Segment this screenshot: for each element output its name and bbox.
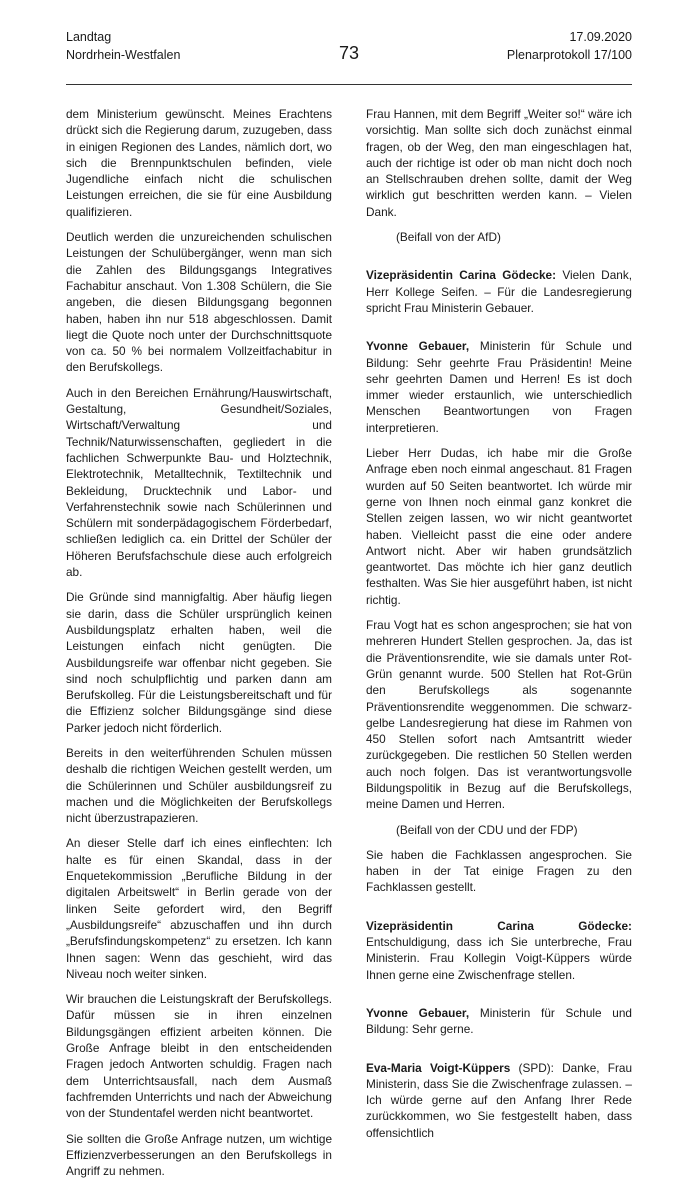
paragraph: Deutlich werden die unzureichenden schulischen Leistungen der Schulübergänger, wenn man sich die Zahlen des Bildungsgangs Integratives Fachabitur anschaut. Von 1.308 Schülern, die Sie angeben, die diesen Bildungsgang begonnen haben, haben ihn nur 518 abgeschlossen. Damit liegt die Quote noch unter der Durchschnittsquote von ca. 50 % bei normalem Vollzeitfachabitur in den Berufskollegs. bbox=[66, 230, 332, 375]
paragraph: Frau Hannen, mit dem Begriff „Weiter so!“ wäre ich vorsichtig. Man sollte sich doch zunächst einmal fragen, ob der Weg, den man eingeschlagen hat, auch der richtige ist oder ob man nicht doch noch an Stellschrauben drehen sollte, damit der Weg wirklich gut beschritten werden kann. – Vielen Dank. bbox=[366, 107, 632, 219]
parliament-name: Landtag bbox=[66, 30, 112, 44]
speaker-name: Vizepräsidentin Carina Gödecke: bbox=[366, 918, 632, 933]
page-number: 73 bbox=[338, 43, 360, 63]
speech-text: Entschuldigung, dass ich Sie unterbreche, Frau Ministerin. Frau Kollegin Voigt-Küppers würde Ihnen gerne eine Zwischenfrage stellen. bbox=[366, 935, 632, 982]
paragraph: Wir brauchen die Leistungskraft der Berufskollegs. Dafür müssen sie in ihren einzelnen Bildungsgängen effizient arbeiten können. Die Große Anfrage bleibt in den entscheidenden Fragen jedoch Antworten schuldig. Fragen nach dem Unterrichtsausfall, nach dem Ausmaß fachfremden Unterrichts und nach der Abweichung von der Stundentafel werden nicht beantwortet. bbox=[66, 992, 332, 1121]
speech-text: Ministerin für Schule und Bildung: Sehr gerne. bbox=[366, 1005, 632, 1037]
paragraph: dem Ministerium gewünscht. Meines Erachtens drückt sich die Regierung darum, zuzugeben, dass in einigen Regionen des Landes, nämlich dort, wo sich die Brennpunktschulen befinden, viele Jugendliche einfach nicht die schulischen Leistungen erreichen, die sie für eine Ausbildung qualifizieren. bbox=[66, 107, 332, 219]
paragraph: Die Gründe sind mannigfaltig. Aber häufig liegen sie darin, dass die Schüler ursprünglich keinen Ausbildungsplatz erhalten haben, weil die Leistungen einfach nicht genügten. Die Ausbildungsreife war offenbar nicht gegeben. Sie sind noch schulpflichtig und parken dann am Berufskolleg. Für die Leistungsbereitschaft und für die Effizienz solcher Bildungsgänge sind diese Parker jedoch nicht förderlich. bbox=[66, 590, 332, 735]
speaker-name: Yvonne Gebauer, bbox=[366, 1005, 470, 1020]
paragraph: Sie haben die Fachklassen angesprochen. Sie haben in der Tat einige Fragen zu den Fachklassen gestellt. bbox=[366, 847, 632, 895]
applause-note: (Beifall von der CDU und der FDP) bbox=[396, 822, 578, 837]
speaker-name: Vizepräsidentin Carina Gödecke: bbox=[366, 268, 557, 283]
speech-vice-president bbox=[366, 918, 632, 983]
speech-member bbox=[366, 1060, 632, 1141]
speech-text: Vielen Dank, Herr Kollege Seifen. – Für die Landesregierung spricht Frau Ministerin Gebauer. bbox=[366, 268, 632, 315]
state-name: Nordrhein-Westfalen bbox=[66, 48, 181, 62]
header-right bbox=[507, 28, 632, 64]
speaker-name: Yvonne Gebauer, bbox=[366, 339, 470, 354]
applause-note: (Beifall von der AfD) bbox=[396, 230, 501, 245]
speech-text: Ministerin für Schule und Bildung: Sehr geehrte Frau Präsidentin! Meine sehr geehrten Damen und Herren! Es ist doch immer wieder erstaunlich, wie unterschiedlich Menschen Beantwortungen von Fragen interpretieren. bbox=[366, 339, 632, 435]
paragraph: Sie sollten die Große Anfrage nutzen, um wichtige Effizienzverbesserungen an den Berufskollegs in Angriff zu nehmen. bbox=[66, 1131, 332, 1179]
paragraph: An dieser Stelle darf ich eines einflechten: Ich halte es für einen Skandal, dass in der Enquetekommission „Berufliche Bildung in der digitalen Arbeitswelt“ in Berlin gerade von der linken Seite gefordert wird, den Begriff „Ausbildungsreife“ abzuschaffen und ihn durch „Berufsfindungskompetenz“ zu ersetzen. Ich kann Ihnen sagen: Wenn das geschieht, wird das Niveau noch weiter sinken. bbox=[66, 836, 332, 981]
speech-minister bbox=[366, 1005, 632, 1038]
speech-text: (SPD): Danke, Frau Ministerin, dass Sie die Zwischenfrage zulassen. – Ich würde gerne auf den Anfang Ihrer Rede zurückkommen, wo Sie festgestellt haben, dass offensichtlich bbox=[366, 1060, 633, 1140]
header-divider bbox=[66, 84, 632, 85]
speech-vice-president bbox=[366, 267, 632, 316]
protocol-number: Plenarprotokoll 17/100 bbox=[506, 48, 632, 62]
speaker-name: Eva-Maria Voigt-Küppers bbox=[366, 1060, 511, 1075]
session-date: 17.09.2020 bbox=[569, 30, 632, 44]
paragraph: Auch in den Bereichen Ernährung/Hauswirtschaft, Gestaltung, Gesundheit/Soziales, Wirtschaft/Verwaltung und Technik/Naturwissenschaften, gegliedert in die fachlichen Schwerpunkte Bau- und Holztechnik, Elektrotechnik, Metalltechnik, Textiltechnik und Bekleidung, Drucktechnik und Labor- und Verfahrenstechnik sowie nach Schülerinnen und Schülern mit sonderpädagogischem Förderbedarf, schließen lediglich ca. ein Drittel der Schüler der Höheren Berufsfachschule diese auch erfolgreich ab. bbox=[66, 385, 332, 580]
left-column bbox=[66, 106, 332, 1188]
paragraph: Frau Vogt hat es schon angesprochen; sie hat von mehreren Hundert Stellen gesprochen. Ja, das ist die Präventionsrendite, wie sie damals unter Rot-Grün genannt wurde. 500 Stellen hat Rot-Grün den Berufskollegs als sogenannte Präventionsrendite weggenommen. Die schwarz-gelbe Landesregierung hat diese im Rahmen von 450 Stellen sofort nach Amtsantritt wieder zurückgegeben. Die restlichen 50 Stellen werden auch noch folgen. Das ist verantwortungsvolle Bildungspolitik in Bezug auf die Berufskollegs, meine Damen und Herren. bbox=[366, 618, 632, 812]
page-header bbox=[66, 28, 632, 68]
speech-minister bbox=[366, 338, 632, 436]
paragraph: Bereits in den weiterführenden Schulen müssen deshalb die richtigen Weichen gestellt werden, um die Schülerinnen und Schüler ausbildungsreif zu machen und die Möglichkeiten der Berufskollegs nicht überzustrapazieren. bbox=[66, 745, 332, 826]
paragraph: Lieber Herr Dudas, ich habe mir die Große Anfrage eben noch einmal angeschaut. 81 Fragen wurden auf 50 Seiten beantwortet. Ich würde mir gerne von Ihnen noch einmal ganz konkret die Stellen zeigen lassen, wo wir nicht geantwortet haben. Vielleicht passt die eine oder andere Antwort nicht. Aber wir haben grundsätzlich geantwortet. Das möchte ich hier ganz deutlich festhalten. Was Sie hier ausgeführt haben, ist nicht richtig. bbox=[366, 446, 632, 607]
right-column bbox=[366, 106, 632, 1150]
